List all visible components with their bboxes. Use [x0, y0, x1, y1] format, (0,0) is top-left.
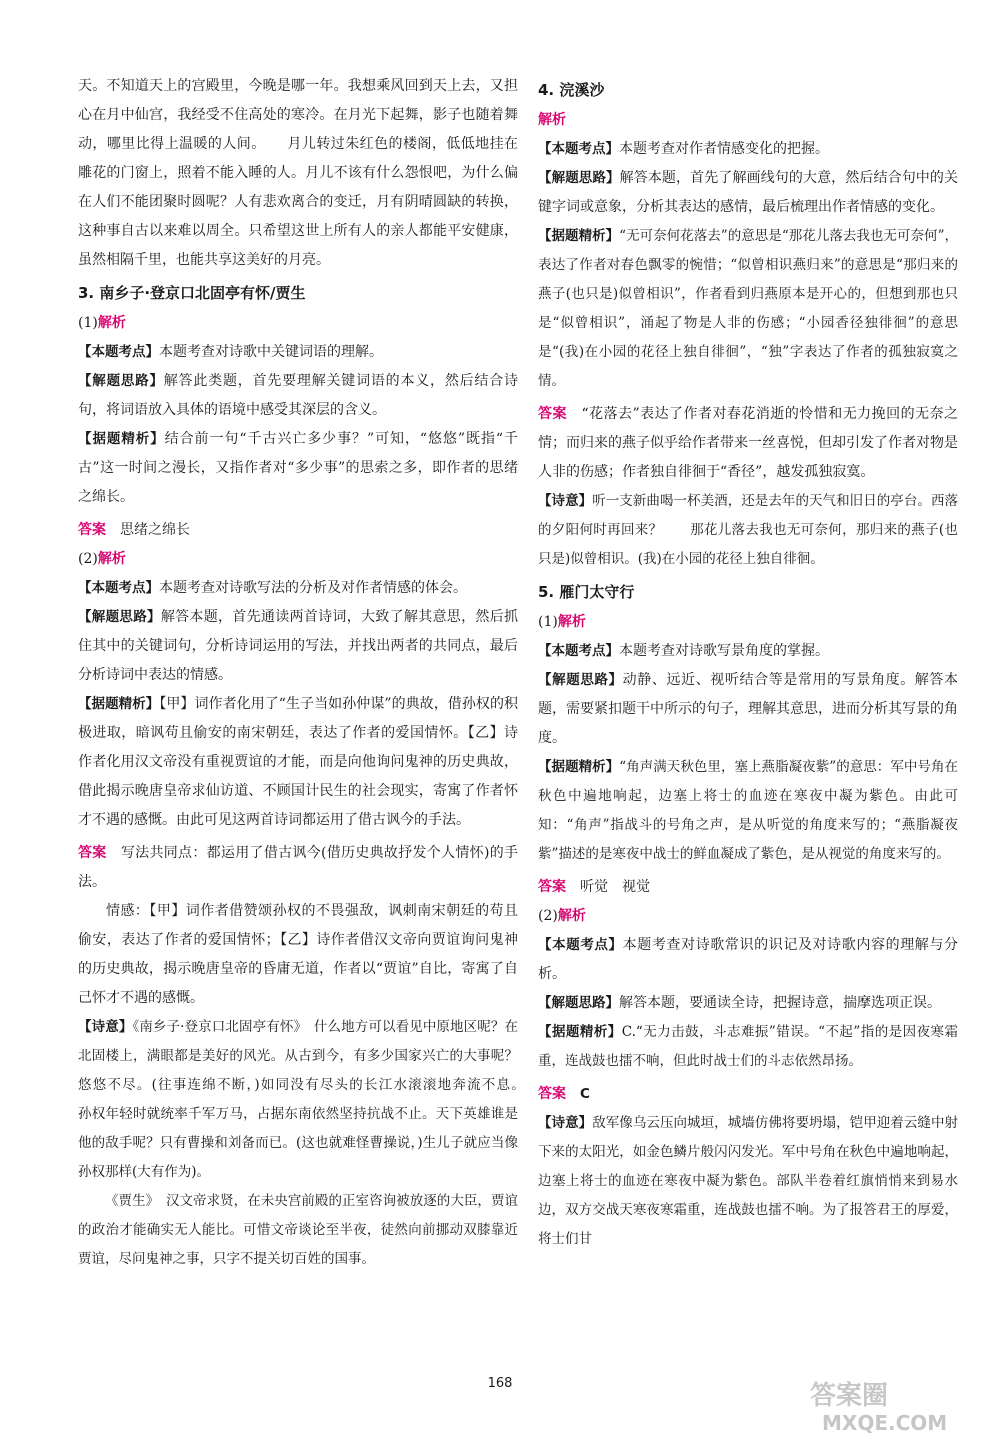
- solution-tag: 【解题思路】: [78, 373, 164, 389]
- key-point-tag: 【本题考点】: [78, 580, 159, 596]
- analysis-label: 解析: [97, 315, 126, 331]
- solution-paragraph: [538, 666, 958, 753]
- poem-meaning-text: 敌军像乌云压向城垣，城墙仿佛将要坍塌，铠甲迎着云缝中射下来的太阳光，如金色鳞片般闪闪发光。军中号角在秋色中遍地响起，边塞上将士的血迹在寒夜中凝为紫色。部队半卷着红旗悄悄来到易水边，双方交战天寒夜寒霜重，连战鼓也擂不响。为了报答君王的厚爱，将士们甘: [538, 1115, 959, 1247]
- analysis-text: “角声满天秋色里，塞上燕脂凝夜紫”的意思：军中号角在秋色中遍地响起，边塞上将士的血迹在寒夜中凝为紫色。由此可知：“角声”指战斗的号角之声，是从听觉的角度来写的；“燕脂凝夜紫”描述的是寒夜中战士的鲜血凝成了紫色，是从视觉的角度来写的。: [538, 759, 958, 862]
- solution-paragraph: [538, 989, 958, 1018]
- poem-meaning-tag: 【诗意】: [538, 1115, 593, 1131]
- analysis-paragraph: [78, 425, 518, 512]
- key-point-text: 本题考查对作者情感变化的把握。: [619, 141, 829, 157]
- answer-text: 写法共同点：都运用了借古讽今(借历史典故抒发个人情怀)的手法。: [78, 845, 518, 890]
- analysis-text: 【甲】词作者化用了“生子当如孙仲谋”的典故，借孙权的积极进取，暗讽苟且偷安的南宋朝廷，表达了作者的爱国情怀。【乙】诗作者化用汉文帝没有重视贾谊的才能，而是向他询问鬼神的历史典故，借此揭示晚唐皇帝求仙访道、不顾国计民生的社会现实，寄寓了作者怀才不遇的感慨。由此可见这两首诗词都运用了借古讽今的手法。: [78, 696, 518, 828]
- analysis-text: 结合前一句“千古兴亡多少事？”可知，“悠悠”既指“千古”这一时间之漫长，又指作者对“多少事”的思索之多，即作者的思绪之绵长。: [78, 431, 518, 505]
- analysis-tag: 【据题精析】: [538, 228, 620, 244]
- solution-paragraph: [78, 367, 518, 425]
- solution-text: 解答本题，要通读全诗，把握诗意，揣摩选项正误。: [619, 995, 941, 1011]
- analysis-paragraph: [538, 222, 958, 396]
- solution-text: 解答本题，首先了解画线句的大意，然后结合句中的关键字词或意象，分析其表达的感情，最后梳理出作者情感的变化。: [538, 170, 959, 215]
- poem-meaning-tag: 【诗意】: [78, 1019, 133, 1035]
- poem-meaning-paragraph: [78, 1013, 545, 1187]
- right-column: [538, 72, 958, 1254]
- solution-tag: 【解题思路】: [78, 609, 161, 625]
- poem-meaning-paragraph-2: 《贾生》 汉文帝求贤，在未央宫前殿的正室咨询被放逐的大臣，贾谊的政治才能确实无人能比。可惜文帝谈论至半夜，徒然向前挪动双膝靠近贾谊，尽问鬼神之事，只字不提关切百姓的国事。: [78, 1193, 518, 1267]
- page-number: 168: [487, 1376, 513, 1391]
- analysis-text: C.“无力击鼓，斗志难振”错误。“不起”指的是因夜寒霜重，连战鼓也擂不响，但此时战士们的斗志依然昂扬。: [538, 1024, 958, 1069]
- answer-tag: 答案: [538, 406, 567, 422]
- watermark-line-2: MXQE.COM: [822, 1411, 948, 1435]
- key-point-tag: 【本题考点】: [538, 643, 619, 659]
- answer-tag: 答案: [78, 845, 107, 861]
- key-point-paragraph: [538, 135, 958, 164]
- answer-text: 听觉 视觉: [580, 879, 650, 895]
- answer-text: C: [580, 1086, 590, 1102]
- poem-meaning-paragraph: [538, 487, 958, 574]
- key-point-text: 本题考查对诗歌常识的识记及对诗歌内容的理解与分析。: [538, 937, 959, 982]
- analysis-tag: 【据题精析】: [538, 1024, 622, 1040]
- key-point-paragraph: [538, 931, 958, 989]
- poem-meaning-text: 《南乡子·登京口北固亭有怀》 什么地方可以看见中原地区呢？在北固楼上，满眼都是美好的风光。从古到今，有多少国家兴亡的大事呢？悠悠不尽。(往事连绵不断，)如同没有尽头的长江水滚滚地奔流不息。 孙权年轻时就统率千军万马，占据东南依然坚持抗战不止。天下英雄谁是他的敌手呢？只有曹操和刘备而已。(这也就难怪曹操说，)生儿子就应当像孙权那样(大有作为)。: [78, 1019, 545, 1180]
- key-point-tag: 【本题考点】: [538, 937, 623, 953]
- poem-meaning-tag: 【诗意】: [538, 493, 593, 509]
- solution-text: 动静、远近、视听结合等是常用的写景角度。解答本题，需要紧扣题干中所示的句子，理解其意思，进而分析其写景的角度。: [538, 672, 959, 746]
- subquestion-number: (2): [538, 908, 558, 924]
- key-point-paragraph: [78, 338, 518, 367]
- analysis-tag: 【据题精析】: [78, 431, 165, 447]
- analysis-paragraph: [78, 690, 518, 835]
- analysis-label: 解析: [557, 908, 586, 924]
- key-point-text: 本题考查对诗歌中关键词语的理解。: [159, 344, 383, 360]
- subquestion-number: (1): [78, 315, 98, 331]
- subquestion-3-1-header: [78, 309, 518, 338]
- analysis-paragraph: [538, 753, 958, 869]
- solution-tag: 【解题思路】: [538, 672, 623, 688]
- key-point-tag: 【本题考点】: [78, 344, 159, 360]
- answer-text: 思绪之绵长: [120, 522, 190, 538]
- key-point-text: 本题考查对诗歌写景角度的掌握。: [619, 643, 829, 659]
- answer-continuation: 情感：【甲】词作者借赞颂孙权的不畏强敌，讽刺南宋朝廷的苟且偷安，表达了作者的爱国情怀；【乙】诗作者借汉文帝向贾谊询问鬼神的历史典故，揭示晚唐皇帝的昏庸无道，作者以“贾谊”自比，寄寓了自己怀才不遇的感慨。: [78, 903, 518, 1006]
- answer-paragraph: [78, 839, 518, 897]
- analysis-paragraph: [538, 1018, 958, 1076]
- poem-meaning-paragraph: [538, 1109, 958, 1254]
- answer-text: “花落去”表达了作者对春花消逝的怜惜和无力挽回的无奈之情；而归来的燕子似乎给作者带来一丝喜悦，但却引发了作者对物是人非的伤感；作者独自徘徊于“香径”，越发孤独寂寞。: [538, 406, 959, 480]
- subquestion-5-1-header: [538, 608, 958, 637]
- question-3-title: 3. 南乡子·登京口北固亭有怀/贾生: [78, 284, 306, 302]
- solution-paragraph: [538, 164, 958, 222]
- solution-text: 解答本题，首先通读两首诗词，大致了解其意思，然后抓住其中的关键词句，分析诗词运用的写法，并找出两者的共同点，最后分析诗词中表达的情感。: [78, 609, 519, 683]
- watermark-line-1: 答案圈: [810, 1381, 889, 1411]
- subquestion-3-2-header: [78, 545, 518, 574]
- key-point-tag: 【本题考点】: [538, 141, 619, 157]
- site-watermark-logo: [792, 1374, 992, 1436]
- answer-tag: 答案: [78, 522, 106, 538]
- answer-paragraph: [538, 873, 958, 902]
- analysis-label: 解析: [538, 112, 566, 128]
- solution-paragraph: [78, 603, 518, 690]
- key-point-text: 本题考查对诗歌写法的分析及对作者情感的体会。: [159, 580, 467, 596]
- key-point-paragraph: [78, 574, 518, 603]
- solution-tag: 【解题思路】: [538, 995, 619, 1011]
- analysis-label: 解析: [97, 551, 126, 567]
- answer-paragraph: [538, 1080, 958, 1109]
- question-4-header: [538, 106, 958, 135]
- analysis-label: 解析: [557, 614, 586, 630]
- question-5-title: 5. 雁门太守行: [538, 583, 635, 601]
- analysis-text: “无可奈何花落去”的意思是“那花儿落去我也无可奈何”，表达了作者对春色飘零的惋惜；“似曾相识燕归来”的意思是“那归来的燕子(也只是)似曾相识”，作者看到归燕原本是开心的，但想到那也只是“似曾相识”，涌起了物是人非的伤感；“小园香径独徘徊”的意思是“(我)在小园的花径上独自徘徊”，“独”字表达了作者的孤独寂寞之情。: [538, 228, 959, 389]
- answer-tag: 答案: [538, 879, 566, 895]
- subquestion-number: (2): [78, 551, 98, 567]
- subquestion-number: (1): [538, 614, 558, 630]
- analysis-tag: 【据题精析】: [78, 696, 160, 712]
- answer-tag: 答案: [538, 1086, 566, 1102]
- solution-tag: 【解题思路】: [538, 170, 620, 186]
- key-point-paragraph: [538, 637, 958, 666]
- answer-paragraph: [538, 400, 958, 487]
- left-column: [78, 72, 545, 1274]
- poem-meaning-text: 听一支新曲喝一杯美酒，还是去年的天气和旧日的亭台。西落的夕阳何时再回来？ 那花儿落去我也无可奈何，那归来的燕子(也只是)似曾相识。(我)在小园的花径上独自徘徊。: [538, 493, 959, 567]
- answer-paragraph: [78, 516, 518, 545]
- question-4-title: 4. 浣溪沙: [538, 81, 605, 99]
- paragraph-text: 天。不知道天上的宫殿里，今晚是哪一年。我想乘风回到天上去，又担心在月中仙宫，我经受不住高处的寒冷。在月光下起舞，影子也随着舞动，哪里比得上温暖的人间。 月儿转过朱红色的楼阁，低低地挂在雕花的门窗上，照着不能入睡的人。月儿不该有什么怨恨吧，为什么偏在人们不能团聚时圆呢？人有悲欢离合的变迁，月有阴晴圆缺的转换，这种事自古以来难以周全。只希望这世上所有人的亲人都能平安健康，虽然相隔千里，也能共享这美好的月亮。: [78, 78, 518, 268]
- subquestion-5-2-header: [538, 902, 958, 931]
- solution-text: 解答此类题，首先要理解关键词语的本义，然后结合诗句，将词语放入具体的语境中感受其深层的含义。: [78, 373, 519, 418]
- analysis-tag: 【据题精析】: [538, 759, 620, 775]
